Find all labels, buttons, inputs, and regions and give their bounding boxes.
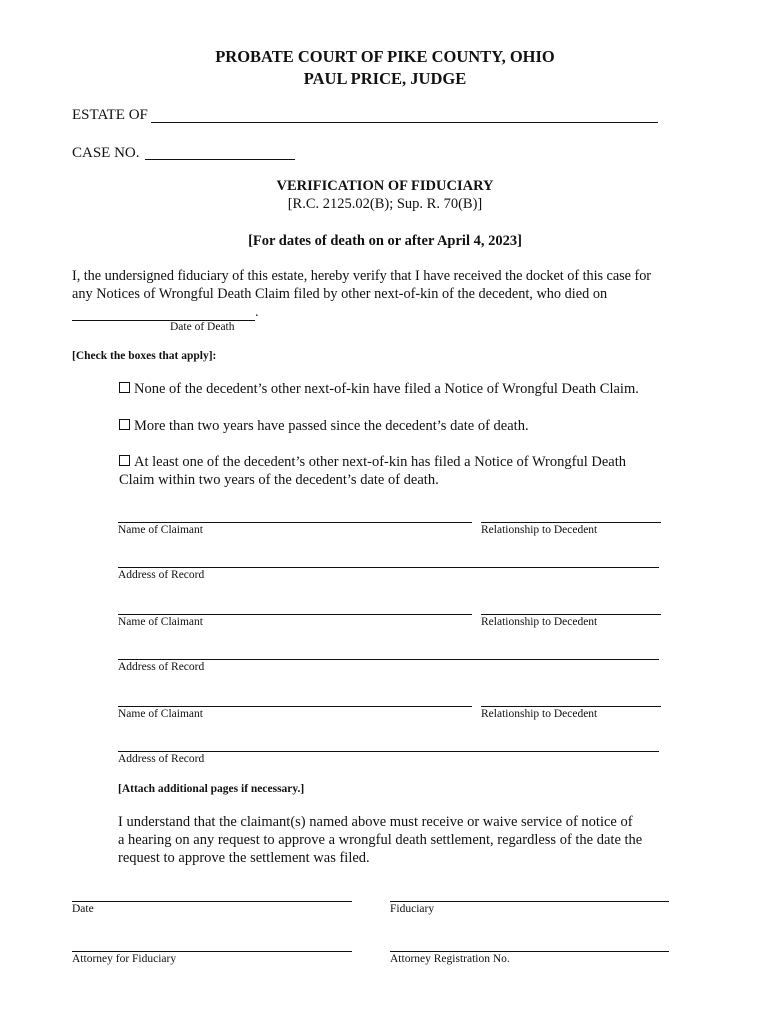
claimant-3-name-caption: Name of Claimant [118, 708, 203, 720]
claimant-2-name-caption: Name of Claimant [118, 616, 203, 628]
date-caption: Date [72, 903, 94, 915]
fiduciary-signature-field[interactable] [390, 901, 669, 902]
statement-line-2: any Notices of Wrongful Death Claim filed by other next-of-kin of the decedent, who died on [72, 286, 608, 302]
claimant-3-name-field[interactable] [118, 706, 472, 707]
acknowledgment-line-2: a hearing on any request to approve a wrongful death settlement, regardless of the date the [118, 832, 643, 848]
claimant-3-address-field[interactable] [118, 751, 659, 752]
claimant-1-relationship-field[interactable] [481, 522, 661, 523]
claimant-2-name-field[interactable] [118, 614, 472, 615]
claimant-2-address-caption: Address of Record [118, 661, 205, 673]
check-instruction: [Check the boxes that apply]: [72, 350, 217, 362]
case-number-field[interactable] [145, 159, 295, 160]
option-claim-filed-label-2: Claim within two years of the decedent’s date of death. [119, 472, 439, 488]
attach-note: [Attach additional pages if necessary.] [118, 783, 305, 795]
fiduciary-caption: Fiduciary [390, 903, 435, 915]
registration-caption: Attorney Registration No. [390, 953, 510, 965]
claimant-1-name-caption: Name of Claimant [118, 524, 203, 536]
form-title: VERIFICATION OF FIDUCIARY [276, 178, 494, 194]
claimant-1-address-field[interactable] [118, 567, 659, 568]
claimant-2-relationship-field[interactable] [481, 614, 661, 615]
checkbox-two-years-passed[interactable] [119, 419, 130, 430]
claimant-3-relationship-caption: Relationship to Decedent [481, 708, 598, 720]
claimant-1-name-field[interactable] [118, 522, 472, 523]
date-signature-field[interactable] [72, 901, 352, 902]
option-claim-filed-label-1: At least one of the decedent’s other next-of-kin has filed a Notice of Wrongful Death [134, 454, 626, 470]
claimant-3-address-caption: Address of Record [118, 753, 205, 765]
claimant-1-address-caption: Address of Record [118, 569, 205, 581]
acknowledgment-line-3: request to approve the settlement was filed. [118, 850, 370, 866]
estate-name-field[interactable] [151, 122, 658, 123]
statement-period: . [255, 305, 259, 320]
claimant-2-address-field[interactable] [118, 659, 659, 660]
date-of-death-caption: Date of Death [170, 321, 235, 333]
attorney-signature-field[interactable] [72, 951, 352, 952]
option-no-claims-label: None of the decedent’s other next-of-kin have filed a Notice of Wrongful Death Claim. [134, 381, 639, 397]
estate-label: ESTATE OF [72, 107, 148, 123]
attorney-registration-field[interactable] [390, 951, 669, 952]
checkbox-claim-filed[interactable] [119, 455, 130, 466]
case-label: CASE NO. [72, 145, 140, 161]
statement-line-1: I, the undersigned fiduciary of this estate, hereby verify that I have received the docket of this case for [72, 268, 652, 284]
form-applicability: [For dates of death on or after April 4, 2023] [248, 233, 522, 249]
claimant-3-relationship-field[interactable] [481, 706, 661, 707]
form-citation: [R.C. 2125.02(B); Sup. R. 70(B)] [287, 196, 483, 212]
attorney-caption: Attorney for Fiduciary [72, 953, 177, 965]
option-two-years-passed [119, 418, 529, 435]
option-two-years-passed-label: More than two years have passed since the decedent’s date of death. [134, 418, 529, 434]
checkbox-no-claims[interactable] [119, 382, 130, 393]
claimant-2-relationship-caption: Relationship to Decedent [481, 616, 598, 628]
judge-name: PAUL PRICE, JUDGE [303, 69, 467, 88]
option-claim-filed [119, 454, 626, 471]
court-name: PROBATE COURT OF PIKE COUNTY, OHIO [215, 47, 555, 66]
option-no-claims [119, 381, 639, 398]
acknowledgment-line-1: I understand that the claimant(s) named above must receive or waive service of notice of [118, 814, 633, 830]
claimant-1-relationship-caption: Relationship to Decedent [481, 524, 598, 536]
